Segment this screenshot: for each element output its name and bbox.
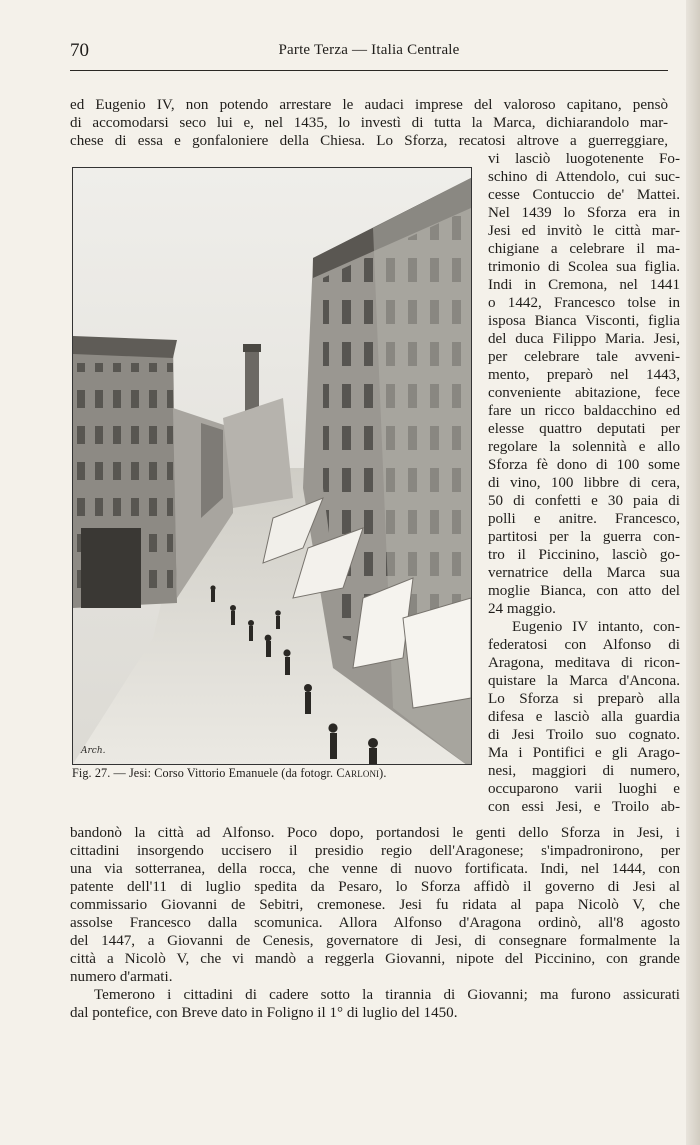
text-line: conveniente abitazione, fece [488,385,680,401]
text-line: ed Eugenio IV, non potendo arrestare le audaci imprese del valoroso capitano, pensò [70,97,668,113]
text-line: vernatrice della Marca sua [488,565,680,581]
page-header [70,40,668,70]
text-line: Jesi ed invitò le città mar- [488,223,680,239]
text-line: elesse quattro deputati per [488,421,680,437]
text-line: Lo Sforza si preparò alla [488,691,680,707]
photo-signature: Arch. [81,746,106,756]
paragraph-top [70,96,668,150]
page-number: 70 [70,40,89,61]
text-line: città a Nicolò V, che vi mandò a reggerla Giovanni, nipote del Piccinino, con grande [70,951,680,967]
text-line: fare un ricco baldacchino ed [488,403,680,419]
text-line: mento, preparò nel 1443, [488,367,680,383]
text-line: regolare la solennità e allo [488,439,680,455]
text-line: moglie Bianca, con atto del [488,583,680,599]
text-line: partitosi per la guerra con- [488,529,680,545]
paragraph-side-column [488,150,680,816]
text-line: Eugenio IV intanto, con- [512,619,680,635]
header-rule [70,70,668,71]
text-line: schino di Attendolo, cui suc- [488,169,680,185]
figure-photo [72,167,472,765]
text-line: Sforza fè dono di 100 some [488,457,680,473]
text-line: chese di essa e gonfaloniere della Chiesa. Lo Sforza, recatosi altrove a guerreggiare, [70,133,668,149]
paragraph-bottom [70,824,680,1022]
text-line: nesi, maggiori di numero, [488,763,680,779]
text-line: di vino, 100 libbre di cera, [488,475,680,491]
text-line: Indi in Cremona, nel 1441 [488,277,680,293]
text-line: occuparono varii luoghi e [488,781,680,797]
text-line: Temerono i cittadini di cadere sotto la tirannia di Giovanni; ma furono assicurati [94,987,680,1003]
text-line: di accomodarsi seco lui e, nel 1435, lo investì di tutta la Marca, dichiarandolo mar- [70,115,668,131]
text-line: chigiane a celebrare il ma- [488,241,680,257]
text-line: bandonò la città ad Alfonso. Poco dopo, portandosi le genti dello Sforza in Jesi, i [70,825,680,841]
text-line: cesse Contuccio de' Mattei. [488,187,680,203]
running-title: Parte Terza — Italia Centrale [278,42,460,58]
text-line: Aragona, meditava di ricon- [488,655,680,671]
page-edge [686,0,700,1145]
street-photo-illustration [73,168,471,764]
text-line: 50 di confetti e 30 paia di [488,493,680,509]
caption-author: Carloni [336,766,380,780]
text-line: assolse Francesco dalla scomunica. Allora Alfonso d'Aragona ordinò, all'8 agosto [70,915,680,931]
text-line: trimonio di Scolea sua figlia. [488,259,680,275]
text-line: di Jesi Troilo suo cognato. [488,727,680,743]
text-line: del duca Filippo Maria. Jesi, [488,331,680,347]
text-line: patente dell'11 di luglio spedita da Pesaro, lo Sforza affidò il governo di Jesi al [70,879,680,895]
text-line: del 1447, a Giovanni de Cenesis, governatore di Jesi, di consegnare formalmente la [70,933,680,949]
text-line: federatosi con Alfonso di [488,637,680,653]
text-line: una via sotterranea, della rocca, che venne di nuovo fortificata. Indi, nel 1444, con [70,861,680,877]
text-line: numero d'armati. [70,969,173,985]
text-line: 24 maggio. [488,601,556,617]
text-line: con essi Jesi, e Troilo ab- [488,799,680,815]
text-line: per celebrare tale avveni- [488,349,680,365]
text-line: dal pontefice, con Breve dato in Foligno il 1° di luglio del 1450. [70,1005,458,1021]
text-line: commissario Giovanni de Sebitri, cremonese. Jesi fu ridata al papa Nicolò V, che [70,897,680,913]
text-line: o 1442, Francesco tolse in [488,295,680,311]
text-line: isposa Bianca Visconti, figlia [488,313,680,329]
figure-caption [72,766,482,781]
text-line: quistare la Marca d'Ancona. [488,673,680,689]
caption-text: Fig. 27. — Jesi: Corso Vittorio Emanuele (da fotogr. [72,766,337,780]
text-line: tro il Piccinino, lasciò go- [488,547,680,563]
text-line: vi lasciò luogotenente Fo- [488,151,680,167]
text-line: Ma i Pontifici e gli Arago- [488,745,680,761]
caption-end: ). [379,766,387,780]
text-line: polli e anitre. Francesco, [488,511,680,527]
text-line: difesa e lasciò alla guardia [488,709,680,725]
text-line: cittadini insorgendo uccisero il presidio regio dell'Aragonese; s'impadronirono, per [70,843,680,859]
text-line: Nel 1439 lo Sforza era in [488,205,680,221]
